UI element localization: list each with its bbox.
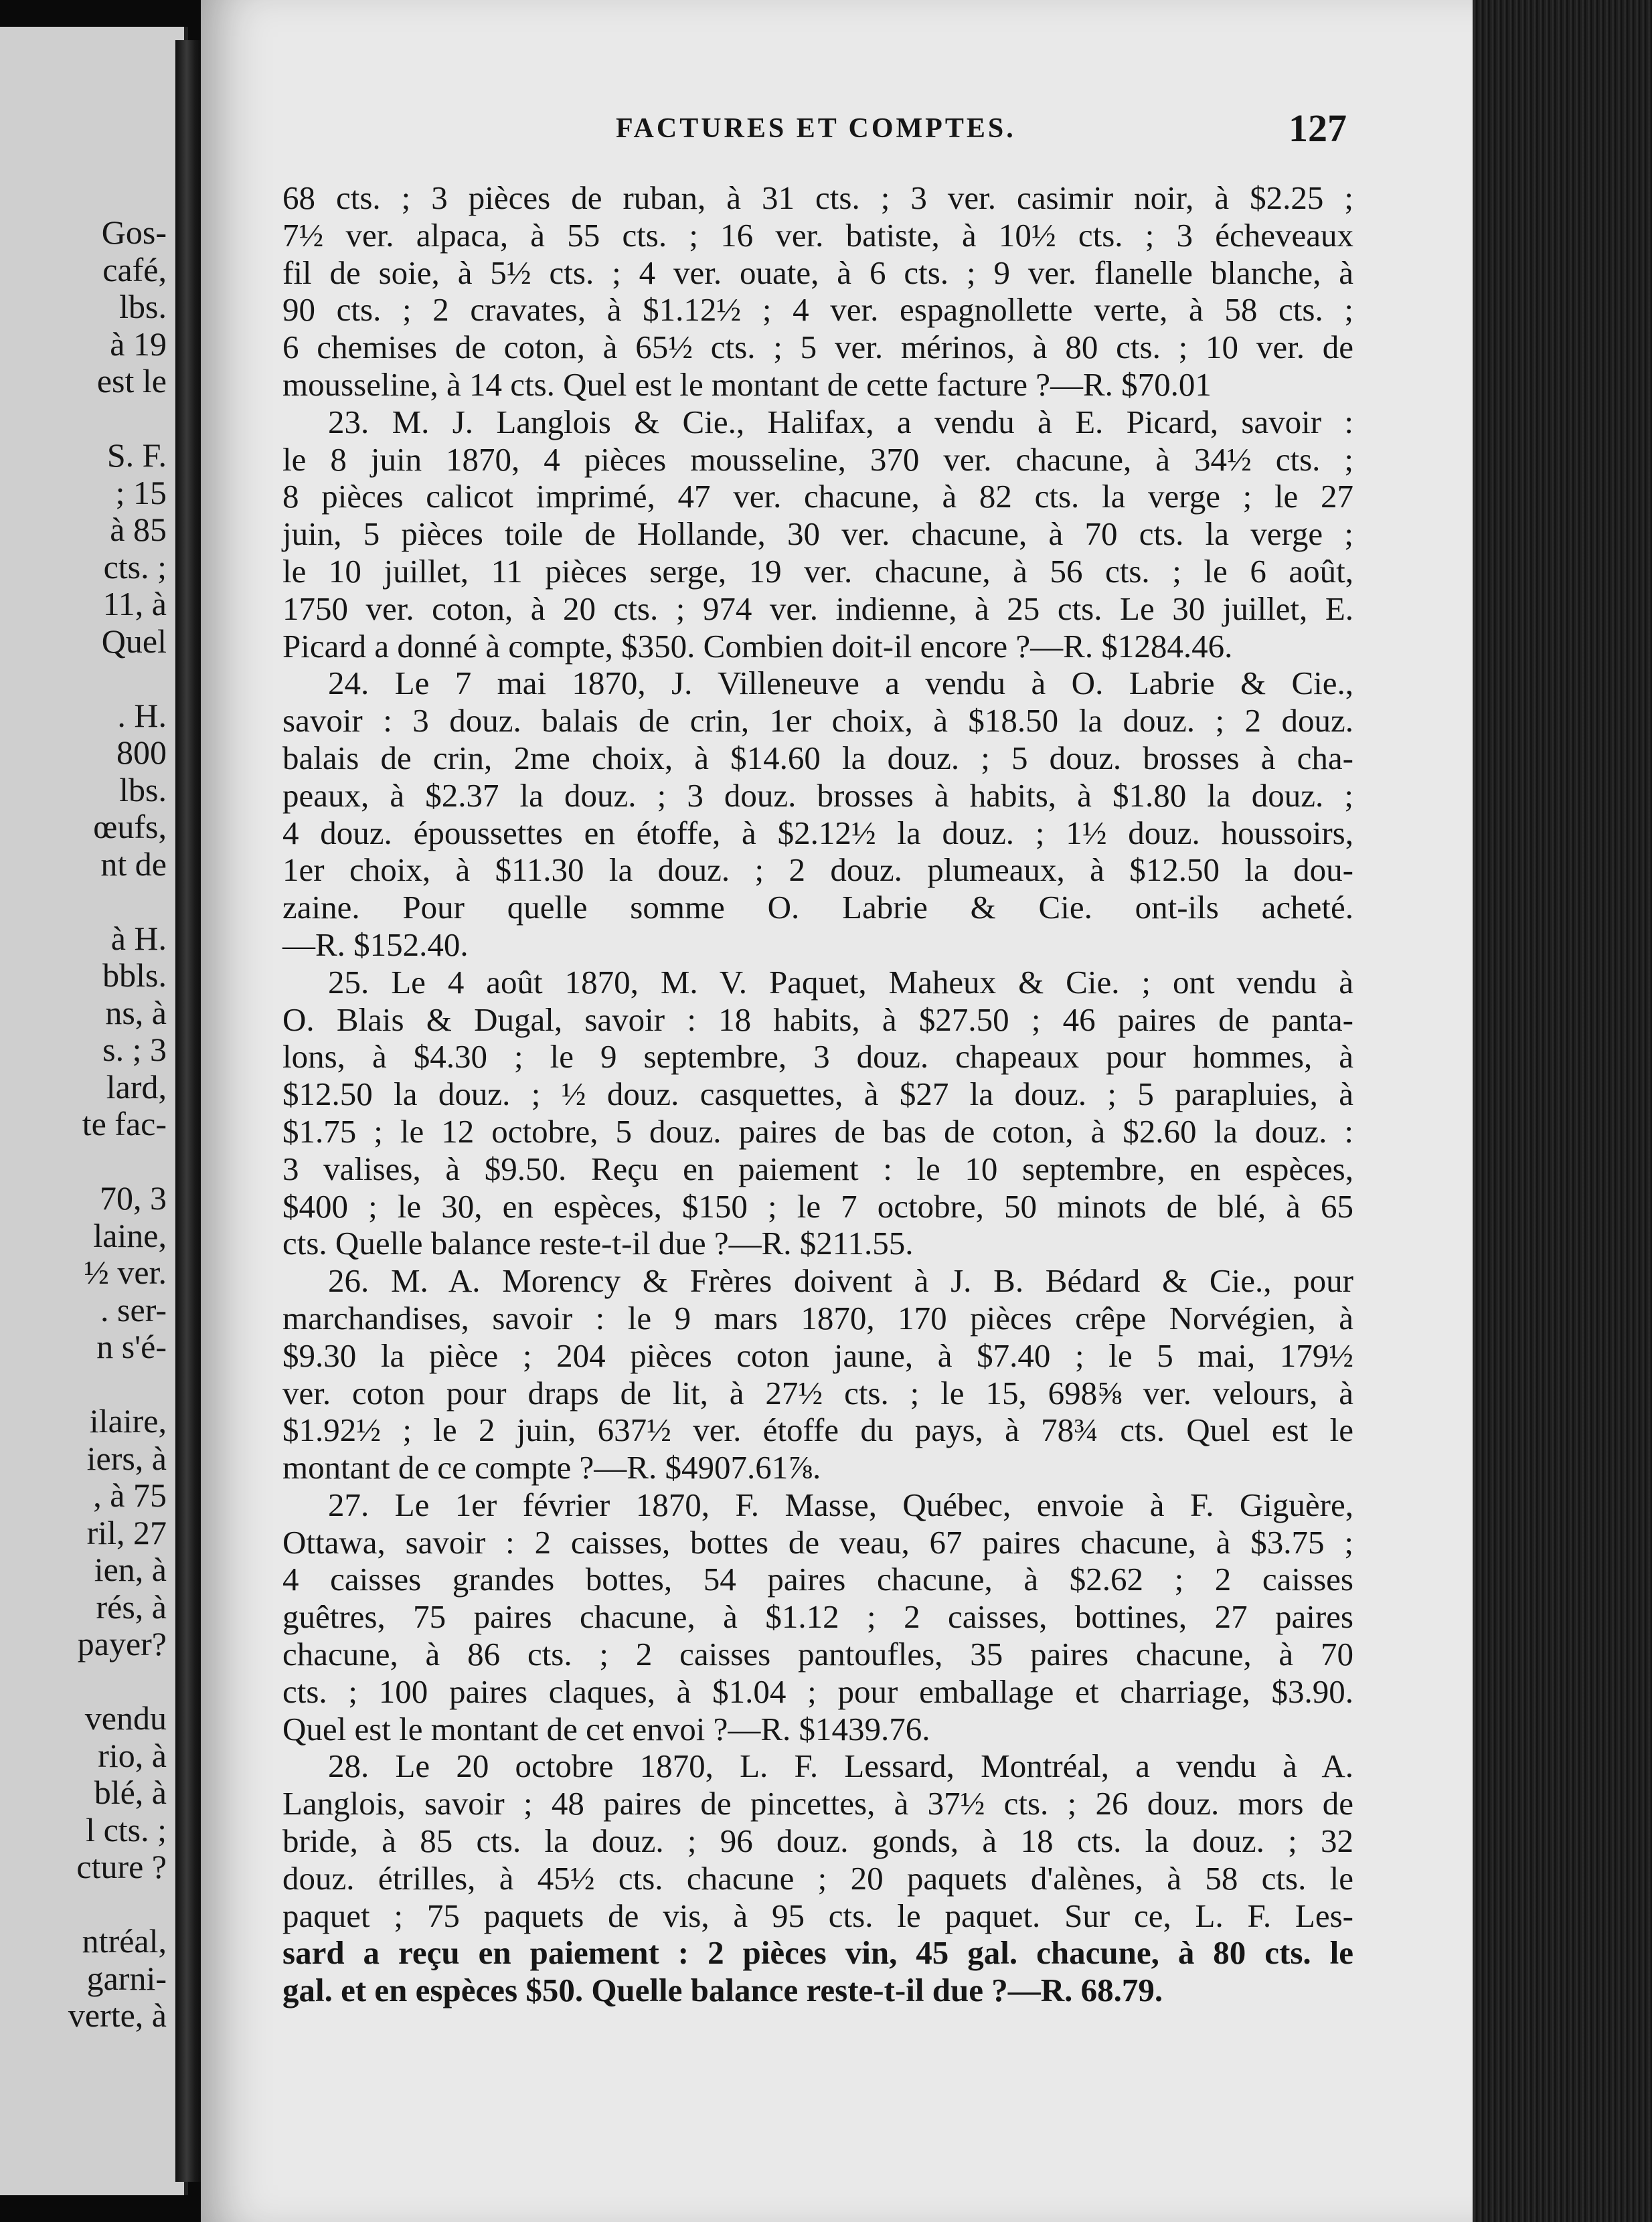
left-page-line: rio, à xyxy=(98,1736,167,1774)
left-page-line: à 85 xyxy=(110,511,167,548)
text-line: fil de soie, à 5½ cts. ; 4 ver. ouate, à 6 cts. ; 9 ver. flanelle blanche, à xyxy=(282,254,1353,291)
text-line: lons, à $4.30 ; le 9 septembre, 3 douz. chapeaux pour hommes, à xyxy=(282,1038,1353,1076)
left-page-line: cts. ; xyxy=(103,547,167,586)
problem-paragraph xyxy=(282,665,1353,963)
left-page-line: bbls. xyxy=(102,956,167,994)
left-page-line xyxy=(6,1143,167,1181)
left-page-line: café, xyxy=(102,250,167,288)
left-page-line: lbs. xyxy=(119,770,167,808)
text-line: 4 caisses grandes bottes, 54 paires chacune, à $2.62 ; 2 caisses xyxy=(282,1561,1353,1598)
left-page-line: . H. xyxy=(117,696,167,734)
left-page-line: ns, à xyxy=(105,993,167,1031)
left-page-line: verte, à xyxy=(68,1996,167,2034)
text-line: zaine. Pour quelle somme O. Labrie & Cie. ont-ils acheté. xyxy=(282,889,1353,926)
left-page-line: ; 15 xyxy=(115,473,167,511)
text-line: Picard a donné à compte, $350. Combien doit-il encore ?—R. $1284.46. xyxy=(282,627,1233,665)
left-page-line: garni- xyxy=(86,1959,167,1997)
left-page-fragment xyxy=(0,27,188,2195)
problem-paragraph xyxy=(282,1486,1353,1748)
text-line: 7½ ver. alpaca, à 55 cts. ; 16 ver. batiste, à 10½ cts. ; 3 écheveaux xyxy=(282,216,1353,254)
text-line: chacune, à 86 cts. ; 2 caisses pantoufles, 35 paires chacune, à 70 xyxy=(282,1636,1353,1673)
text-line: le 8 juin 1870, 4 pièces mousseline, 370 ver. chacune, à 34½ cts. ; xyxy=(282,440,1353,478)
left-page-line: ilaire, xyxy=(89,1402,167,1440)
text-line: 90 cts. ; 2 cravates, à $1.12½ ; 4 ver. espagnollette verte, à 58 cts. ; xyxy=(282,291,1353,329)
text-line: mousseline, à 14 cts. Quel est le montant de cette facture ?—R. $70.01 xyxy=(282,365,1212,403)
left-page-line xyxy=(6,883,167,920)
left-page-line xyxy=(6,660,167,697)
left-page-line: s. ; 3 xyxy=(102,1031,167,1068)
text-line: $1.92½ ; le 2 juin, 637½ ver. étoffe du pays, à 78¾ cts. Quel est le xyxy=(282,1412,1353,1449)
text-line: $1.75 ; le 12 octobre, 5 douz. paires de bas de coton, à $2.60 la douz. : xyxy=(282,1112,1353,1150)
book-page xyxy=(201,0,1479,2222)
left-page-line: Quel xyxy=(101,622,167,660)
text-line: 27. Le 1er février 1870, F. Masse, Québec, envoie à F. Giguère, xyxy=(328,1486,1353,1523)
left-page-line xyxy=(6,1366,167,1403)
problem-paragraph xyxy=(282,1262,1353,1486)
left-page-line: . ser- xyxy=(100,1290,167,1329)
left-page-line: laine, xyxy=(93,1216,167,1254)
text-line: $12.50 la douz. ; ½ douz. casquettes, à $27 la douz. ; 5 parapluies, à xyxy=(282,1076,1353,1113)
text-line: 25. Le 4 août 1870, M. V. Paquet, Maheux & Cie. ; ont vendu à xyxy=(328,963,1353,1001)
left-page-line: cture ? xyxy=(76,1848,167,1885)
text-line: le 10 juillet, 11 pièces serge, 19 ver. chacune, à 56 cts. ; le 6 août, xyxy=(282,552,1353,590)
left-page-line xyxy=(6,1886,167,1924)
left-page-line: 11, à xyxy=(102,585,167,622)
text-line: montant de ce compte ?—R. $4907.61⅞. xyxy=(282,1449,821,1486)
left-page-line: payer? xyxy=(77,1625,167,1662)
left-page-line: nt de xyxy=(100,845,167,883)
text-line: $400 ; le 30, en espèces, $150 ; le 7 octobre, 50 minots de blé, à 65 xyxy=(282,1187,1353,1225)
text-line: Ottawa, savoir : 2 caisses, bottes de veau, 67 paires chacune, à $3.75 ; xyxy=(282,1523,1353,1561)
left-page-line: n s'é- xyxy=(96,1328,167,1365)
text-line: gal. et en espèces $50. Quelle balance reste-t-il due ?—R. 68.79. xyxy=(282,1972,1163,2009)
text-line: douz. étrilles, à 45½ cts. chacune ; 20 paquets d'alènes, à 58 cts. le xyxy=(282,1859,1353,1897)
text-line: $9.30 la pièce ; 204 pièces coton jaune, à $7.40 ; le 5 mai, 179½ xyxy=(282,1337,1353,1374)
left-page-line: 800 xyxy=(116,734,167,771)
page-body xyxy=(282,179,1353,2009)
text-line: ver. coton pour draps de lit, à 27½ cts. ; le 15, 698⅝ ver. velours, à xyxy=(282,1374,1353,1412)
text-line: savoir : 3 douz. balais de crin, 1er choix, à $18.50 la douz. ; 2 douz. xyxy=(282,702,1353,740)
left-page-line: 70, 3 xyxy=(100,1179,167,1217)
page-running-title: FACTURES ET COMPTES. xyxy=(616,113,1016,144)
left-page-line: Gos- xyxy=(101,213,167,251)
text-line: Quel est le montant de cet envoi ?—R. $1439.76. xyxy=(282,1710,930,1747)
left-page-line xyxy=(6,400,167,438)
left-page-line: l cts. ; xyxy=(86,1810,167,1849)
left-page-line xyxy=(6,1663,167,1701)
left-page-line: ½ ver. xyxy=(84,1254,167,1291)
text-line: 6 chemises de coton, à 65½ cts. ; 5 ver. mérinos, à 80 cts. ; 10 ver. de xyxy=(282,329,1353,366)
text-line: 3 valises, à $9.50. Reçu en paiement : le 10 septembre, en espèces, xyxy=(282,1150,1353,1187)
left-page-text xyxy=(6,214,167,2035)
text-line: marchandises, savoir : le 9 mars 1870, 170 pièces crêpe Norvégien, à xyxy=(282,1299,1353,1337)
text-line: peaux, à $2.37 la douz. ; 3 douz. brosses à habits, à $1.80 la douz. ; xyxy=(282,776,1353,814)
left-page-line: ril, 27 xyxy=(86,1513,167,1551)
text-line: 68 cts. ; 3 pièces de ruban, à 31 cts. ; 3 ver. casimir noir, à $2.25 ; xyxy=(282,179,1353,216)
text-line: 4 douz. époussettes en étoffe, à $2.12½ la douz. ; 1½ douz. houssoirs, xyxy=(282,814,1353,851)
text-line: 28. Le 20 octobre 1870, L. F. Lessard, Montréal, a vendu à A. xyxy=(328,1747,1353,1785)
text-line: cts. Quelle balance reste-t-il due ?—R. $211.55. xyxy=(282,1225,914,1262)
left-page-line: te fac- xyxy=(82,1105,167,1142)
text-line: 8 pièces calicot imprimé, 47 ver. chacune, à 82 cts. la verge ; le 27 xyxy=(282,478,1353,515)
page-edges xyxy=(1473,0,1652,2222)
left-page-line: S. F. xyxy=(106,436,167,474)
text-line: 1750 ver. coton, à 20 cts. ; 974 ver. indienne, à 25 cts. Le 30 juillet, E. xyxy=(282,590,1353,627)
left-page-line: lbs. xyxy=(119,288,167,325)
problem-paragraph xyxy=(282,964,1353,1262)
text-line: Langlois, savoir ; 48 paires de pincettes, à 37½ cts. ; 26 douz. mors de xyxy=(282,1785,1353,1822)
left-page-line: à H. xyxy=(110,919,167,957)
left-page-line: rés, à xyxy=(96,1588,167,1626)
problem-paragraph xyxy=(282,404,1353,665)
problem-paragraph xyxy=(282,1747,1353,2009)
left-page-line: ntréal, xyxy=(82,1922,167,1960)
text-line: 26. M. A. Morency & Frères doivent à J. B. Bédard & Cie., pour xyxy=(328,1262,1353,1300)
text-line: 1er choix, à $11.30 la douz. ; 2 douz. plumeaux, à $12.50 la dou- xyxy=(282,851,1353,889)
left-page-line: est le xyxy=(96,362,167,400)
text-line: sard a reçu en paiement : 2 pièces vin, 45 gal. chacune, à 80 cts. le xyxy=(282,1934,1353,1972)
problem-continuation xyxy=(282,179,1353,404)
text-line: guêtres, 75 paires chacune, à $1.12 ; 2 caisses, bottines, 27 paires xyxy=(282,1598,1353,1636)
left-page-line: œufs, xyxy=(93,808,167,845)
left-page-line: vendu xyxy=(84,1699,167,1737)
left-page-line: lard, xyxy=(106,1067,167,1106)
left-page-line: , à 75 xyxy=(93,1476,167,1514)
left-page-line: à 19 xyxy=(110,325,167,363)
text-line: balais de crin, 2me choix, à $14.60 la douz. ; 5 douz. brosses à cha- xyxy=(282,739,1353,776)
left-page-line: ien, à xyxy=(94,1551,167,1588)
page-number: 127 xyxy=(1289,106,1347,150)
text-line: cts. ; 100 paires claques, à $1.04 ; pour emballage et charriage, $3.90. xyxy=(282,1673,1353,1710)
text-line: bride, à 85 cts. la douz. ; 96 douz. gonds, à 18 cts. la douz. ; 32 xyxy=(282,1822,1353,1860)
text-line: 23. M. J. Langlois & Cie., Halifax, a vendu à E. Picard, savoir : xyxy=(328,403,1353,440)
running-head xyxy=(201,106,1479,153)
left-page-line: iers, à xyxy=(86,1439,167,1477)
text-line: 24. Le 7 mai 1870, J. Villeneuve a vendu à O. Labrie & Cie., xyxy=(328,665,1353,702)
text-line: O. Blais & Dugal, savoir : 18 habits, à $27.50 ; 46 paires de panta- xyxy=(282,1001,1353,1038)
text-line: juin, 5 pièces toile de Hollande, 30 ver. chacune, à 70 cts. la verge ; xyxy=(282,515,1353,553)
text-line: paquet ; 75 paquets de vis, à 95 cts. le paquet. Sur ce, L. F. Les- xyxy=(282,1897,1353,1934)
left-page-line: blé, à xyxy=(94,1774,167,1811)
text-line: —R. $152.40. xyxy=(282,926,469,963)
